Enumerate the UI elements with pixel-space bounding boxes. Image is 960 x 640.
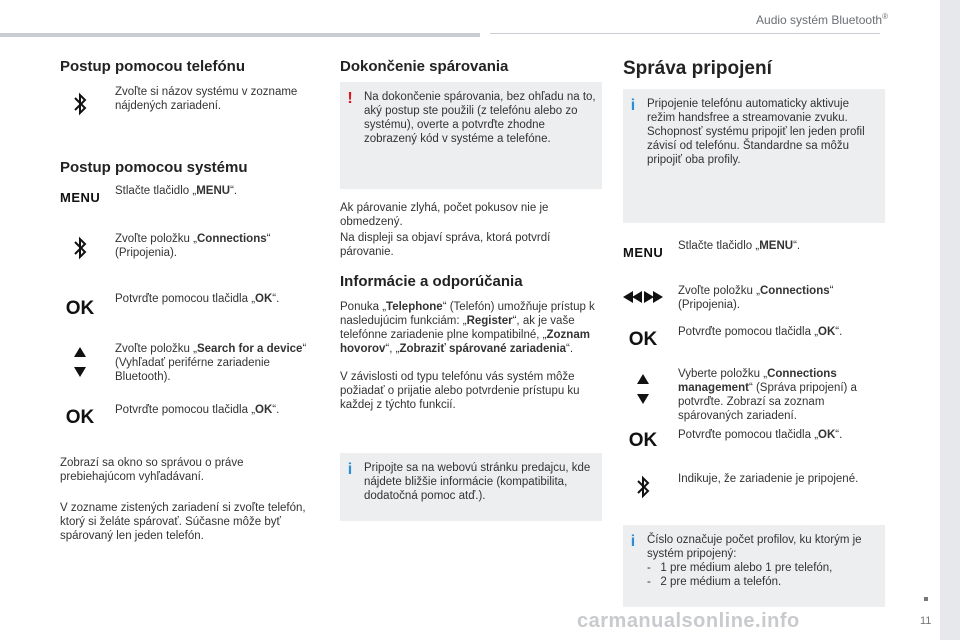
paragraph-pairing-fail: Ak párovanie zlyhá, počet pokusov nie je obmedzený. <box>340 202 549 228</box>
running-header: Audio systém Bluetooth® <box>756 12 888 27</box>
step-ok-confirm: OK Potvrďte pomocou tlačidla „OK“. <box>60 401 325 431</box>
step-ok: OK Potvrďte pomocou tlačidla „OK“. <box>623 323 885 353</box>
paragraph-search-window: Zobrazí sa okno so správou o práve prebiehajúcom vyhľadávaní. <box>60 457 244 483</box>
info-note-handsfree: i Pripojenie telefónu automaticky aktivuje režim handsfree a streamovanie zvuku. Schopnosť systému pripojiť len jeden profil závisí od telefónu. Štandardne sa môžu pripojiť oba profily. <box>623 89 885 223</box>
warning-note: ! Na dokončenie spárovania, bez ohľadu na to, aký postup ste použili (z telefónu alebo zo systému), overte a potvrďte zhodne zobrazený kód v systéme a telefóne. <box>340 82 602 189</box>
heading-system-procedure: Postup pomocou systému <box>60 159 248 176</box>
step-connected-indicator: Indikuje, že zariadenie je pripojené. <box>623 470 885 510</box>
list-item: - 1 pre médium alebo 1 pre telefón, <box>647 562 833 574</box>
ok-button-icon: OK <box>65 407 95 428</box>
paragraph-access: V závislosti od typu telefónu vás systém môže požiadať o prijatie alebo potvrdenie prístupu ku každej z týchto funkcií. <box>340 371 580 411</box>
menu-button-icon: MENU <box>623 245 664 260</box>
info-icon: i <box>630 97 636 114</box>
step-connections: Zvoľte položku „Connections“ (Pripojenia). <box>60 230 325 270</box>
heading-phone-procedure: Postup pomocou telefónu <box>60 58 245 75</box>
page-number: 11 <box>920 615 932 627</box>
ok-button-icon: OK <box>628 430 658 451</box>
heading-info: Informácie a odporúčania <box>340 273 523 290</box>
paragraph-pairing-confirm: Na displeji sa objaví správa, ktorá potvrdí párovanie. <box>340 232 551 258</box>
heading-connection-management: Správa pripojení <box>623 58 772 79</box>
info-icon: i <box>630 533 636 550</box>
info-note-profiles: i Číslo označuje počet profilov, ku ktorým je systém pripojený: - 1 pre médium alebo 1 pre telefón, - 2 pre médium a telefón. <box>623 525 885 607</box>
step-search-device: Zvoľte položku „Search for a device“ (Vyhľadať periférne zariadenie Bluetooth). <box>60 340 325 390</box>
heading-finish-pairing: Dokončenie spárovania <box>340 58 509 75</box>
watermark: carmanualsonline.info <box>577 610 800 632</box>
top-rule <box>0 33 480 37</box>
ok-button-icon: OK <box>628 329 658 350</box>
left-right-arrows-icon <box>621 290 665 304</box>
info-note-dealer: i Pripojte sa na webovú stránku predajcu, kde nájdete bližšie informácie (kompatibilita, dodatočná pomoc atď.). <box>340 453 602 521</box>
step-ok-confirm: OK Potvrďte pomocou tlačidla „OK“. <box>623 426 885 456</box>
step-ok: OK Potvrďte pomocou tlačidla „OK“. <box>60 290 325 320</box>
list-item: - 2 pre médium a telefón. <box>647 576 782 588</box>
bluetooth-icon <box>60 91 100 117</box>
step-menu: MENU Stlačte tlačidlo „MENU“. <box>60 185 238 205</box>
step-phone-select: Zvoľte si názov systému v zozname nájdených zariadení. <box>60 83 325 123</box>
menu-button-icon: MENU <box>60 190 101 205</box>
page-edge-bar <box>940 0 960 640</box>
paragraph-telephone-menu: Ponuka „Telephone“ (Telefón) umožňuje prístup k nasledujúcim funkciám: „Register“, ak je vaše telefónne zariadenie plne kompatibilné, „Zoznam hovorov“, „Zobraziť spárované zariadenia“. <box>340 301 595 355</box>
footer-marker <box>924 597 928 601</box>
step-connections-management: Vyberte položku „Connections management“ (Správa pripojení) a potvrďte. Zobrazí sa zoznam spárovaných zariadení. <box>623 367 885 423</box>
step-connections: Zvoľte položku „Connections“ (Pripojenia). <box>623 284 885 320</box>
paragraph-select-phone: V zozname zistených zariadení si zvoľte telefón, ktorý si želáte spárovať. Súčasne môže byť spárovaný len jeden telefón. <box>60 502 306 542</box>
ok-button-icon: OK <box>65 298 95 319</box>
up-down-arrows-icon <box>60 346 100 378</box>
info-icon: i <box>347 461 353 478</box>
warning-icon: ! <box>347 90 353 107</box>
top-rule-thin <box>490 33 880 34</box>
step-menu: MENU Stlačte tlačidlo „MENU“. <box>623 240 801 260</box>
bluetooth-icon <box>623 474 663 500</box>
bluetooth-icon <box>60 235 100 261</box>
up-down-arrows-icon <box>623 373 663 405</box>
